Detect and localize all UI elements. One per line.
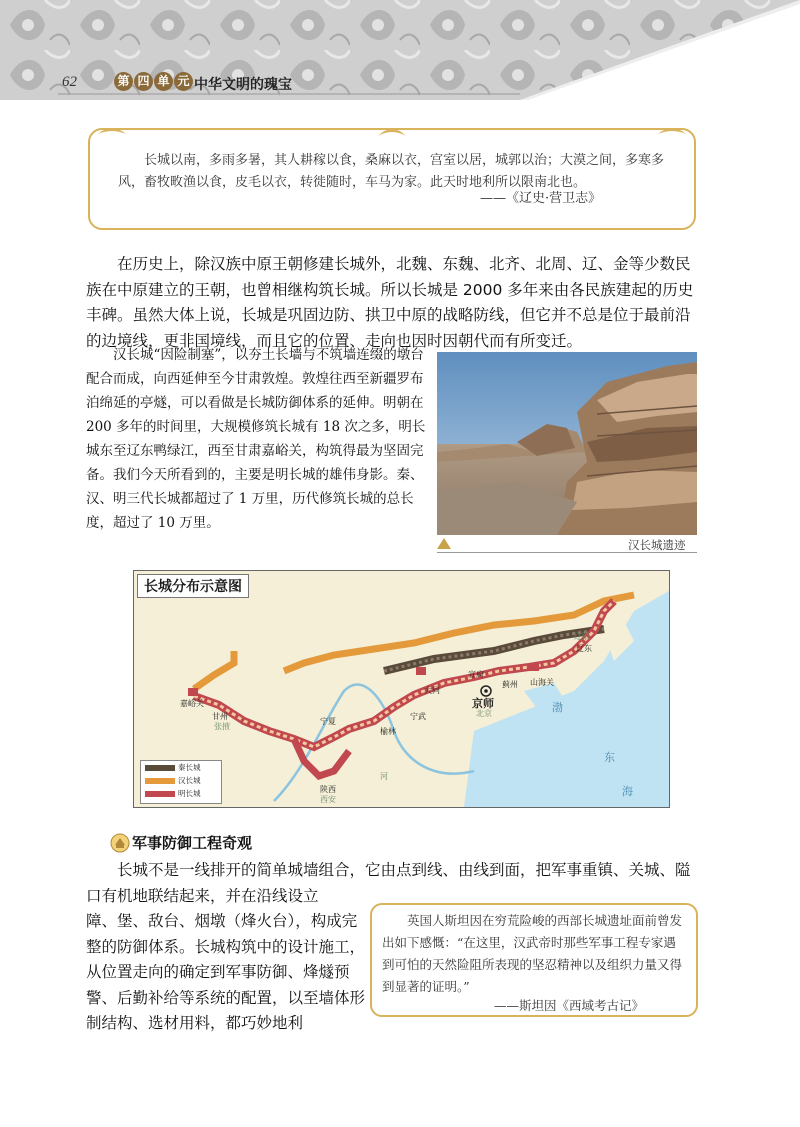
unit-char: 单 — [154, 72, 173, 91]
fort-icon — [416, 667, 426, 675]
unit-char: 元 — [174, 72, 193, 91]
map-label: 榆林 — [380, 727, 396, 736]
unit-badge — [114, 72, 194, 91]
section-title: 军事防御工程奇观 — [132, 834, 253, 852]
legend-swatch — [145, 778, 175, 784]
legend-swatch — [145, 791, 175, 797]
map-label: 嘉峪关 — [180, 699, 204, 708]
body-paragraph: 在历史上，除汉族中原王朝修建长城外，北魏、东魏、北齐、北周、辽、金等少数民族在中原建立的王朝，也曾相继构筑长城。所以长城是 2000 多年来由各民族建起的历史丰碑。虽然大体上说，长城是巩固边防、拱卫中原的战略防线，但它并不总是位于最前沿的边境线，更非国境线，而且它的位置、走向也因时因朝代而有所变迁。 — [86, 255, 694, 350]
map-label: 辽东 — [576, 644, 592, 653]
capital-dot — [484, 689, 488, 693]
photo-illustration — [437, 352, 697, 535]
map-title: 长城分布示意图 — [137, 574, 249, 598]
legend-label: 明长城 — [178, 789, 201, 798]
han-great-wall-ruins-photo — [437, 352, 697, 535]
legend-item-qin — [141, 761, 221, 774]
body-paragraph: 障、堡、敌台、烟墩（烽火台），构成完整的防御体系。长城构筑中的设计施工，从位置走向的确定到军事防御、烽燧预警、后勤补给等系统的配置，以至墙体形制结构、选材用料，都巧妙地利 — [86, 912, 366, 1032]
legend-label: 秦长城 — [178, 763, 201, 772]
fort-icon — [188, 688, 198, 696]
quote-text: 长城以南，多雨多暑，其人耕稼以食，桑麻以衣，宫室以居，城郭以治；大漠之间，多寒多风，畜牧畋渔以食，皮毛以衣，转徙随时，车马为家。此天时地利所以限南北也。 — [118, 153, 665, 190]
map-label: 陕西 — [320, 785, 336, 794]
map-label: 张掖 — [214, 722, 230, 731]
legend-item-han — [141, 774, 221, 787]
body-paragraph: 汉长城“因险制塞”，以夯土长墙与不筑墙连缀的墩台配合而成，向西延伸至今甘肃敦煌。敦煌往西至新疆罗布泊绵延的亭燧，可以看做是长城防御体系的延伸。明朝在 200 多年的时间里，大规模修筑长城有 18 次之多，明长城东至辽东鸭绿江，西至甘肃嘉峪关，构筑得最为坚固完备。我们今天所看到的，主要是明长城的雄伟身影。秦、汉、明三代长城都超过了 1 万里，历代修筑长城的总长度，超过了 10 万里。 — [86, 347, 426, 531]
map-legend — [140, 760, 222, 804]
map-label: 河 — [380, 772, 388, 781]
map-label: 大同 — [424, 686, 440, 695]
photo-caption: 汉长城遗迹 — [628, 538, 686, 552]
map-label: 辽阳 — [574, 632, 590, 641]
map-label: 甘州 — [212, 712, 228, 721]
legend-label: 汉长城 — [178, 776, 201, 785]
map-label: 北京 — [476, 709, 492, 718]
map-label: 山海关 — [530, 678, 554, 687]
map-label: 宁夏 — [320, 717, 336, 726]
map-label-sea: 东 — [604, 751, 615, 764]
page-number: 62 — [62, 74, 77, 90]
map-label-capital: 京师 — [472, 697, 494, 710]
map-label: 宣府 — [468, 670, 484, 679]
map-label: 西安 — [320, 795, 336, 804]
body-paragraph: 长城不是一线排开的简单城墙组合，它由点到线、由线到面，把军事重镇、关城、隘口有机地联结起来，并在沿线设立 — [86, 861, 691, 905]
unit-char: 第 — [114, 72, 133, 91]
quote-source: ——《辽史·营卫志》 — [480, 191, 602, 206]
legend-swatch — [145, 765, 175, 771]
section-emblem-icon — [110, 833, 130, 853]
unit-title: 中华文明的瑰宝 — [194, 77, 292, 93]
map-label-sea: 海 — [622, 785, 633, 798]
map-label-sea: 渤 — [552, 701, 563, 714]
caption-triangle-icon — [437, 538, 451, 549]
fort-icon — [529, 663, 539, 671]
quote-ornament-top — [88, 120, 696, 140]
quote-text: 英国人斯坦因在穷荒险峻的西部长城遗址面前曾发出如下感慨：“在这里，汉武帝时那些军事工程专家遇到可怕的天然险阻所表现的坚忍精神以及组织力量又得到显著的证明。” — [382, 913, 683, 994]
quote-source: ——斯坦因《西域考古记》 — [494, 998, 645, 1013]
map-label: 宁武 — [410, 712, 426, 721]
legend-item-ming — [141, 787, 221, 800]
unit-char: 四 — [134, 72, 153, 91]
map-label: 蓟州 — [502, 680, 518, 689]
